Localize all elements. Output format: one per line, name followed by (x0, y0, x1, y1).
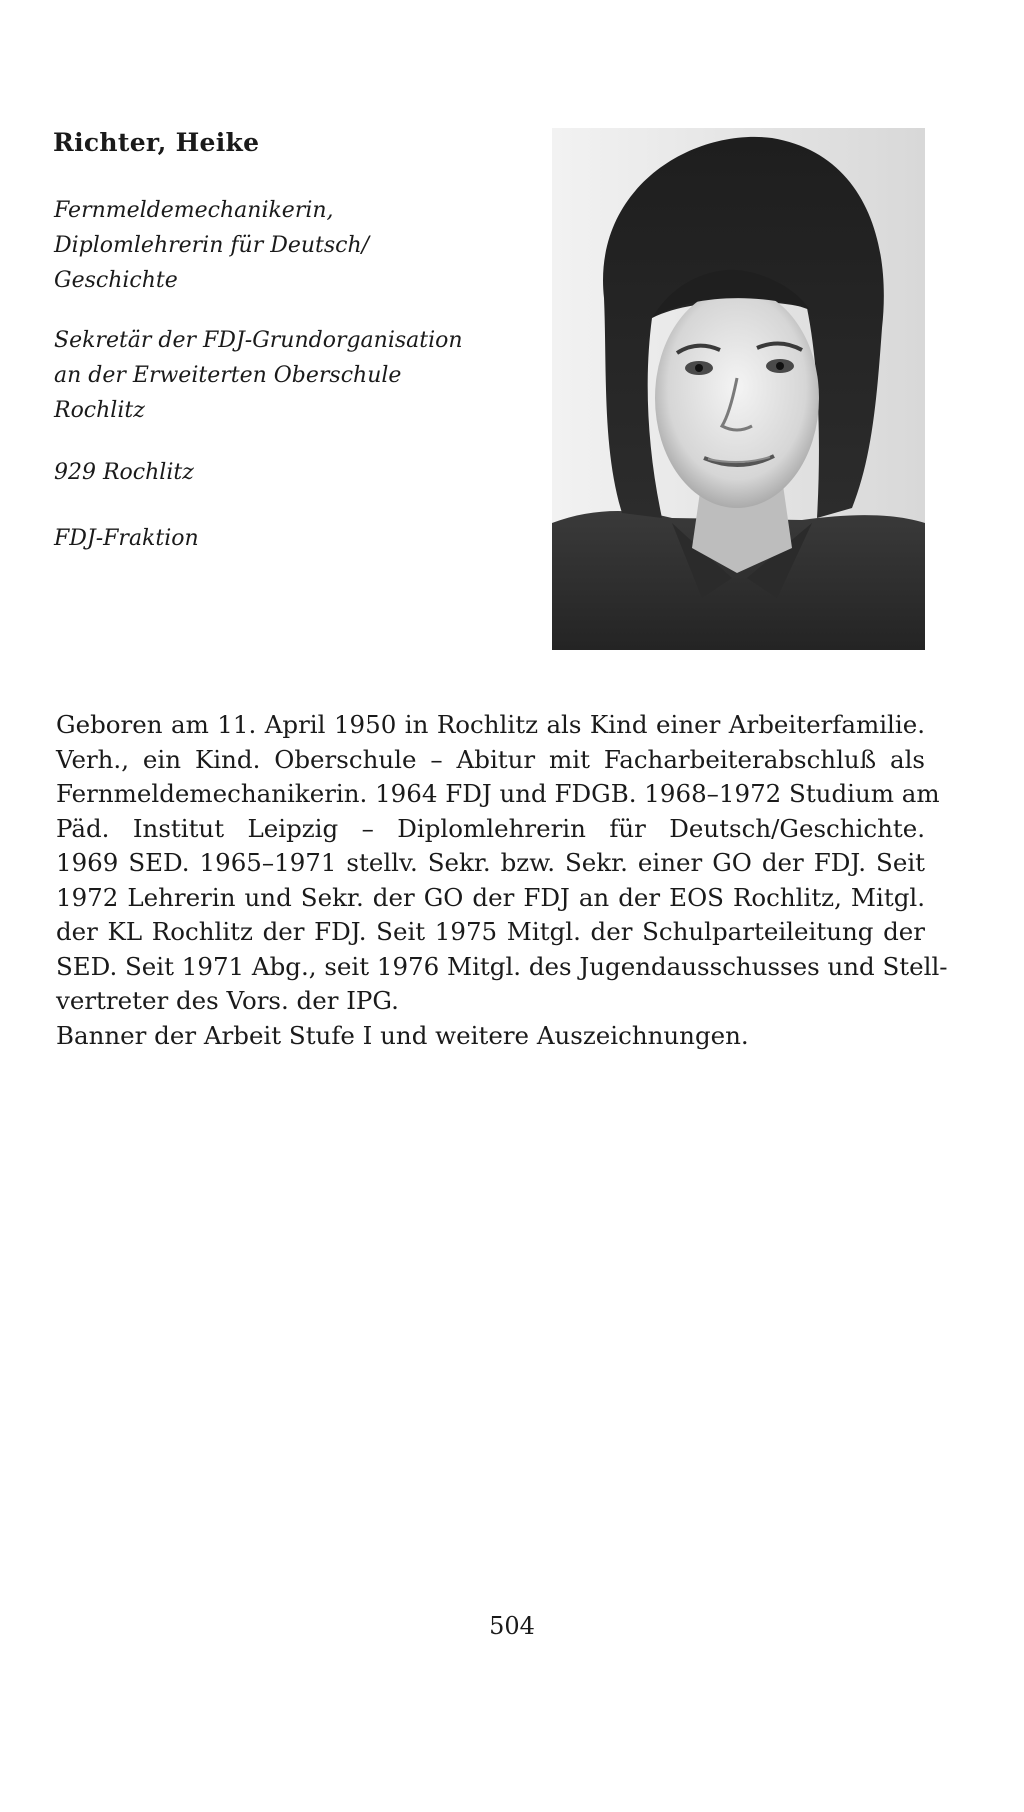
profession-line: Fernmeldemechanikerin, (54, 198, 334, 223)
position (54, 323, 494, 428)
portrait-photo (552, 128, 925, 650)
profession-line: Diplomlehrerin für Deutsch/ (54, 233, 370, 258)
biography-line: Geboren am 11. April 1950 in Rochlitz als Kind einer Arbeiterfamilie. (56, 710, 925, 739)
biography-line: der KL Rochlitz der FDJ. Seit 1975 Mitgl. der Schulparteileitung der (56, 917, 925, 946)
biography-line: Banner der Arbeit Stufe I und weitere Auszeichnungen. (56, 1020, 749, 1050)
person-name: Richter, Heike (53, 128, 260, 157)
biography-line: Fernmeldemechanikerin. 1964 FDJ und FDGB. 1968–1972 Studium am (56, 779, 940, 808)
address: 929 Rochlitz (54, 460, 194, 485)
position-line: Sekretär der FDJ-Grundorganisation (54, 328, 463, 353)
biography-line: SED. Seit 1971 Abg., seit 1976 Mitgl. des Jugendausschusses und Stell- (56, 951, 948, 981)
biography-line: Verh., ein Kind. Oberschule – Abitur mit Facharbeiterabschluß als (56, 744, 925, 774)
biography-line: Päd. Institut Leipzig – Diplomlehrerin für Deutsch/Geschichte. (56, 813, 925, 843)
page-number: 504 (489, 1612, 535, 1640)
biography-line: vertreter des Vors. der IPG. (56, 986, 399, 1015)
faction: FDJ-Fraktion (54, 526, 199, 551)
biography-line: 1969 SED. 1965–1971 stellv. Sekr. bzw. Sekr. einer GO der FDJ. Seit (56, 848, 925, 877)
profession (54, 193, 494, 298)
position-line: Rochlitz (54, 398, 145, 423)
position-line: an der Erweiterten Oberschule (54, 363, 402, 388)
biography (56, 708, 948, 1053)
biography-line: 1972 Lehrerin und Sekr. der GO der FDJ an der EOS Rochlitz, Mitgl. (56, 882, 925, 912)
profession-line: Geschichte (54, 268, 178, 293)
